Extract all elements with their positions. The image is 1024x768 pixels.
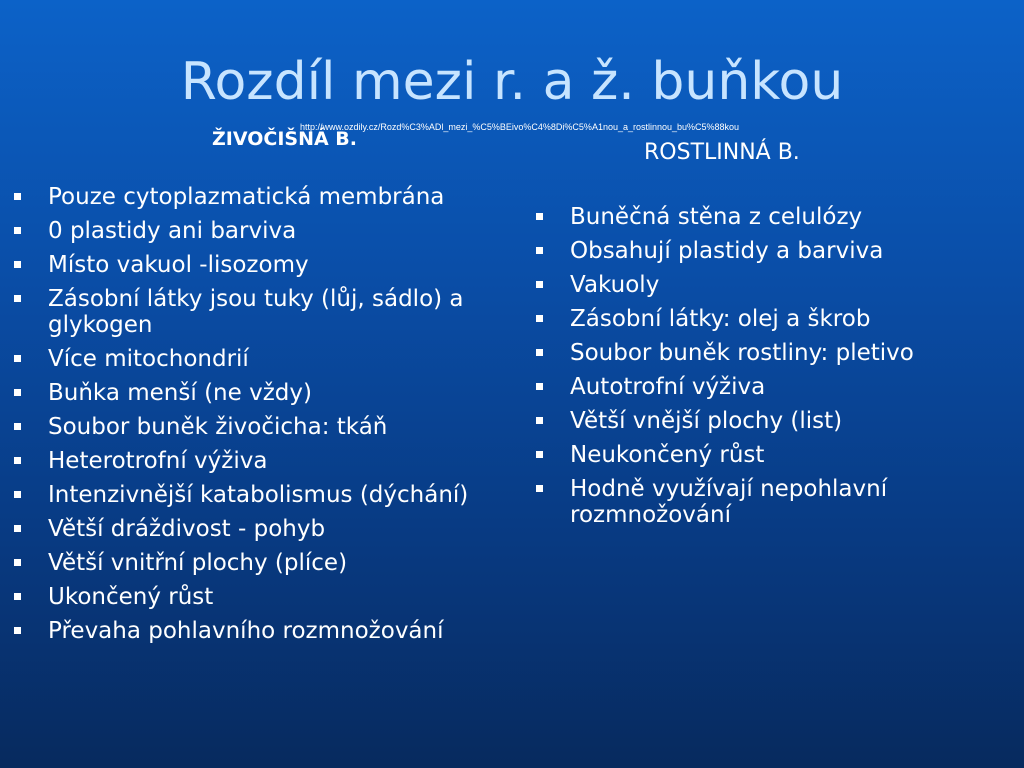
square-bullet-icon [536, 349, 543, 356]
list-item-text: Autotrofní výživa [570, 374, 766, 400]
square-bullet-icon [14, 627, 21, 634]
slide-title: Rozdíl mezi r. a ž. buňkou [180, 52, 844, 112]
list-item [8, 184, 488, 210]
square-bullet-icon [536, 485, 543, 492]
list-item-text: Heterotrofní výživa [48, 448, 268, 474]
square-bullet-icon [536, 417, 543, 424]
square-bullet-icon [536, 315, 543, 322]
square-bullet-icon [14, 389, 21, 396]
square-bullet-icon [14, 593, 21, 600]
list-item-text: Větší vnitřní plochy (plíce) [48, 550, 348, 576]
list-item-text: Místo vakuol -lisozomy [48, 252, 309, 278]
list-item [530, 306, 1010, 332]
list-item-text: Zásobní látky jsou tuky (lůj, sádlo) a glykogen [48, 286, 464, 338]
square-bullet-icon [536, 213, 543, 220]
list-item-text: Větší dráždivost - pohyb [48, 516, 326, 542]
list-item-text: Soubor buněk živočicha: tkáň [48, 414, 388, 440]
list-item-text: Pouze cytoplazmatická membrána [48, 184, 445, 210]
square-bullet-icon [14, 193, 21, 200]
list-item [530, 442, 1010, 468]
list-item [530, 408, 1010, 434]
list-item [530, 476, 1010, 528]
list-item [8, 414, 488, 440]
plant-cell-list [530, 204, 1010, 536]
list-item [8, 584, 488, 610]
list-item-text: Zásobní látky: olej a škrob [570, 306, 871, 332]
source-url: http://www.ozdily.cz/Rozd%C3%ADl_mezi_%C5%BEivo%C4%8Di%C5%A1nou_a_rostlinnou_bu%C5%88kou [300, 122, 740, 132]
square-bullet-icon [536, 247, 543, 254]
list-item-text: Buňka menší (ne vždy) [48, 380, 312, 406]
list-item [530, 374, 1010, 400]
square-bullet-icon [14, 355, 21, 362]
list-item [8, 380, 488, 406]
list-item-text: Vakuoly [570, 272, 660, 298]
list-item [8, 346, 488, 372]
list-item [8, 550, 488, 576]
list-item-text: Ukončený růst [48, 584, 214, 610]
list-item-text: Větší vnější plochy (list) [570, 408, 843, 434]
square-bullet-icon [536, 383, 543, 390]
square-bullet-icon [14, 457, 21, 464]
list-item [8, 252, 488, 278]
list-item-text: Buněčná stěna z celulózy [570, 204, 863, 230]
left-column-heading: ŽIVOČIŠNÁ B. [212, 128, 357, 150]
list-item-text: Intenzivnější katabolismus (dýchání) [48, 482, 469, 508]
list-item-text: Neukončený růst [570, 442, 765, 468]
list-item-text: 0 plastidy ani barviva [48, 218, 297, 244]
list-item [530, 204, 1010, 230]
square-bullet-icon [14, 559, 21, 566]
animal-cell-list [8, 184, 488, 652]
list-item-text: Soubor buněk rostliny: pletivo [570, 340, 914, 366]
square-bullet-icon [14, 423, 21, 430]
right-column-heading: ROSTLINNÁ B. [644, 140, 800, 165]
square-bullet-icon [536, 451, 543, 458]
list-item [8, 516, 488, 542]
list-item [8, 618, 488, 644]
list-item [530, 340, 1010, 366]
list-item [8, 218, 488, 244]
square-bullet-icon [14, 491, 21, 498]
list-item [530, 238, 1010, 264]
list-item-text: Více mitochondrií [48, 346, 249, 372]
square-bullet-icon [536, 281, 543, 288]
list-item [8, 286, 488, 338]
list-item-text: Obsahují plastidy a barviva [570, 238, 884, 264]
square-bullet-icon [14, 525, 21, 532]
list-item-text: Hodně využívají nepohlavní rozmnožování [570, 476, 888, 528]
square-bullet-icon [14, 261, 21, 268]
list-item [8, 448, 488, 474]
square-bullet-icon [14, 227, 21, 234]
list-item-text: Převaha pohlavního rozmnožování [48, 618, 444, 644]
list-item [8, 482, 488, 508]
square-bullet-icon [14, 295, 21, 302]
list-item [530, 272, 1010, 298]
